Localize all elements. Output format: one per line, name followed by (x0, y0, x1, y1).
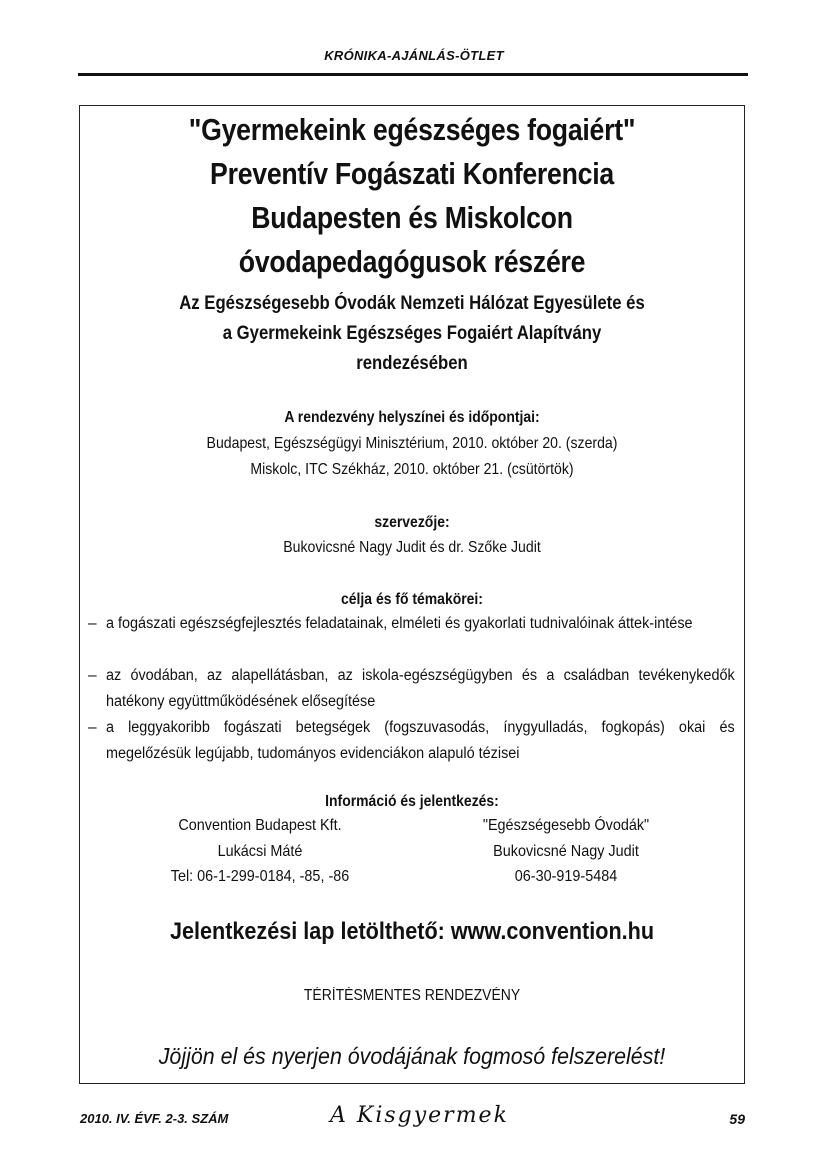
contact-right-line-1: "Egészségesebb Óvodák" (482, 817, 650, 834)
contact-left-line-3: Tel: 06-1-299-0184, -85, -86 (170, 868, 350, 885)
venue-miskolc: Miskolc, ITC Székház, 2010. október 21. (csütörtök) (250, 461, 574, 478)
header-rule (78, 73, 748, 76)
organiser-line-2: a Gyermekeink Egészséges Fogaiért Alapítvány (222, 323, 602, 344)
magazine-title: A Kisgyermek (330, 1103, 509, 1128)
contact-left-line-1: Convention Budapest Kft. (178, 817, 342, 834)
title-line-3: Budapesten és Miskolcon (251, 200, 573, 235)
title-line-4: óvodapedagógusok részére (238, 244, 586, 279)
page-number: 59 (729, 1111, 745, 1127)
contact-right-line-2: Bukovicsné Nagy Judit (493, 843, 639, 860)
title-line-2: Preventív Fogászati Konferencia (210, 156, 614, 191)
contact-right-line-3: 06-30-919-5484 (514, 868, 618, 885)
topic-item-text: a fogászati egészségfejlesztés feladatainak, elméleti és gyakorlati tudnivalóinak áttek-intése (106, 615, 693, 632)
announcement-box (79, 105, 745, 1084)
organiser-names: Bukovicsné Nagy Judit és dr. Szőke Judit (283, 539, 541, 556)
title-line-1: "Gyermekeink egészséges fogaiért" (188, 112, 636, 147)
running-head: KRÓNIKA-AJÁNLÁS-ÖTLET (324, 48, 504, 63)
topic-item: – a fogászati egészségfejlesztés feladatainak, elméleti és gyakorlati tudnivalóinak áttek-intése (88, 611, 738, 637)
topic-item-text: a leggyakoribb fogászati betegségek (fogszuvasodás, ínygyulladás, fogkopás) okai és megelőzésük legújabb, tudományos evidenciákon alapuló tézisei (106, 719, 735, 762)
organiser-line-1: Az Egészségesebb Óvodák Nemzeti Hálózat Egyesülete és (179, 293, 645, 314)
organiser-line-3: rendezésében (356, 353, 468, 374)
venues-heading: A rendezvény helyszínei és időpontjai: (284, 409, 540, 426)
topics-heading: célja és fő témakörei: (341, 591, 483, 608)
organiser-heading: szervezője: (374, 514, 450, 531)
contact-heading: Információ és jelentkezés: (325, 793, 499, 810)
issue-info: 2010. IV. ÉVF. 2-3. SZÁM (80, 1111, 229, 1126)
topic-item: – a leggyakoribb fogászati betegségek (fogszuvasodás, ínygyulladás, fogkopás) okai és megelőzésük legújabb, tudományos evidenciákon alapuló tézisei (88, 715, 738, 767)
topic-item-text: az óvodában, az alapellátásban, az iskola-egészségügyben és a családban tevékenykedők hatékony együttműködésének elősegítése (106, 667, 735, 710)
free-event-line: TÉRÍTÉSMENTES RENDEZVÉNY (303, 987, 521, 1004)
contact-left-line-2: Lukácsi Máté (217, 843, 303, 860)
slogan-line: Jöjjön el és nyerjen óvodájának fogmosó felszerelést! (158, 1043, 666, 1069)
venue-budapest: Budapest, Egészségügyi Minisztérium, 2010. október 20. (szerda) (206, 435, 618, 452)
registration-line: Jelentkezési lap letölthető: www.convention.hu (169, 918, 655, 945)
topic-item: – az óvodában, az alapellátásban, az iskola-egészségügyben és a családban tevékenykedők hatékony együttműködésének elősegítése (88, 663, 738, 715)
